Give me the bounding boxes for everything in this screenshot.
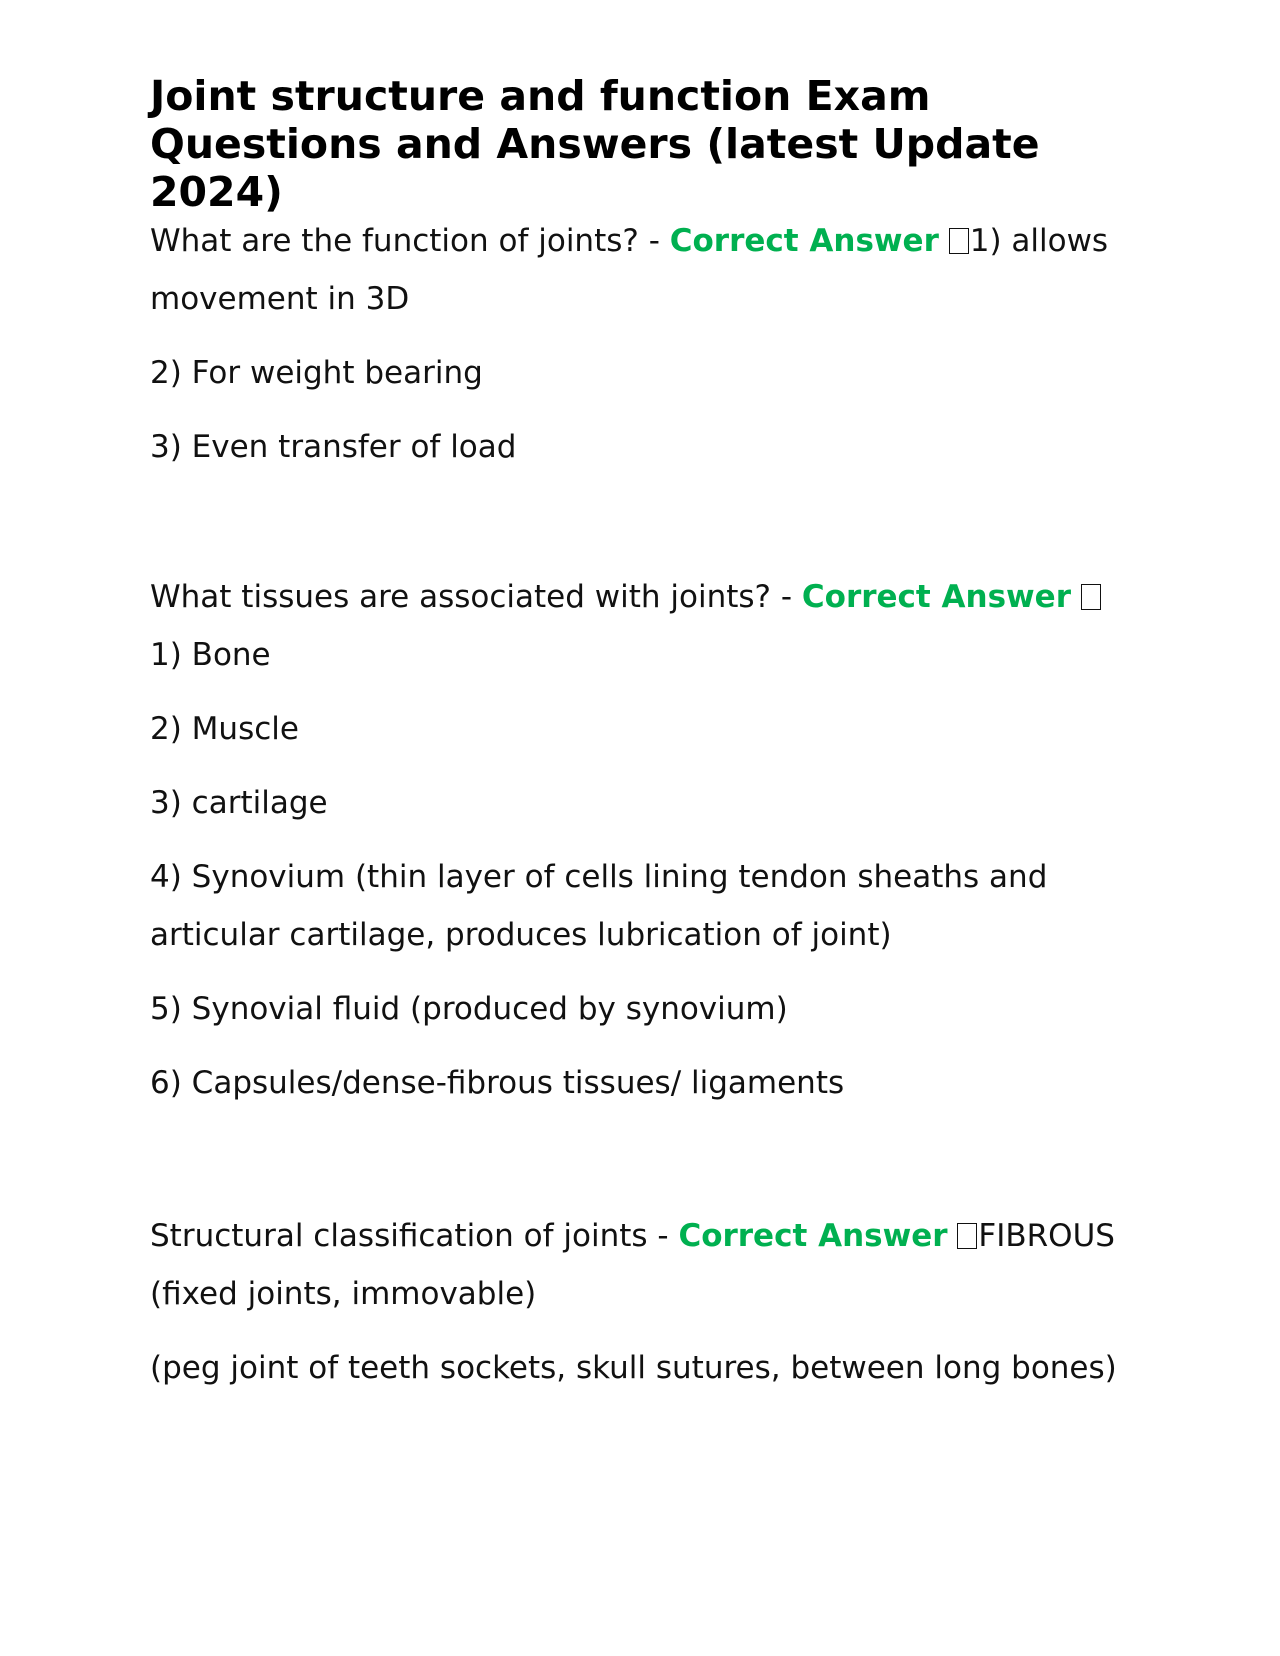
question-text: What tissues are associated with joints? — [150, 579, 771, 615]
correct-answer-label: Correct Answer — [801, 579, 1071, 615]
correct-answer-label: Correct Answer — [678, 1218, 948, 1254]
answer-line: 3) cartilage — [150, 785, 328, 821]
question-text: Structural classification of joints — [150, 1218, 648, 1254]
qa-block-joint-functions — [150, 212, 1130, 476]
qa-block-structural-classification — [150, 1207, 1130, 1397]
answer-line: 6) Capsules/dense-fibrous tissues/ ligaments — [150, 1065, 845, 1101]
answer-line: (peg joint of teeth sockets, skull sutures, between long bones) — [150, 1350, 1117, 1386]
answer-line: FIBROUS (fixed joints, immovable) — [150, 1218, 1115, 1312]
separator: - — [770, 579, 802, 615]
separator: - — [638, 223, 670, 259]
question-line — [150, 1207, 1130, 1323]
qa-block-joint-tissues — [150, 568, 1130, 1112]
correct-answer-label: Correct Answer — [669, 223, 939, 259]
document-title: Joint structure and function Exam Questions and Answers (latest Update 2024) — [150, 72, 1040, 216]
answer-line: 4) Synovium (thin layer of cells lining tendon sheaths and articular cartilage, produces lubrication of joint) — [150, 859, 1048, 953]
answer-line: 2) For weight bearing — [150, 355, 483, 391]
question-line — [150, 568, 1130, 684]
answer-line: 2) Muscle — [150, 711, 299, 747]
missing-glyph-box-icon — [957, 1223, 977, 1249]
missing-glyph-box-icon — [949, 228, 969, 254]
question-text: What are the function of joints? — [150, 223, 639, 259]
answer-line: 5) Synovial fluid (produced by synovium) — [150, 991, 788, 1027]
answer-line: 3) Even transfer of load — [150, 429, 517, 465]
answer-line: 1) allows movement in 3D — [150, 223, 1109, 317]
separator: - — [647, 1218, 679, 1254]
answer-line: 1) Bone — [150, 637, 271, 673]
missing-glyph-box-icon — [1081, 584, 1101, 610]
question-line — [150, 212, 1130, 328]
